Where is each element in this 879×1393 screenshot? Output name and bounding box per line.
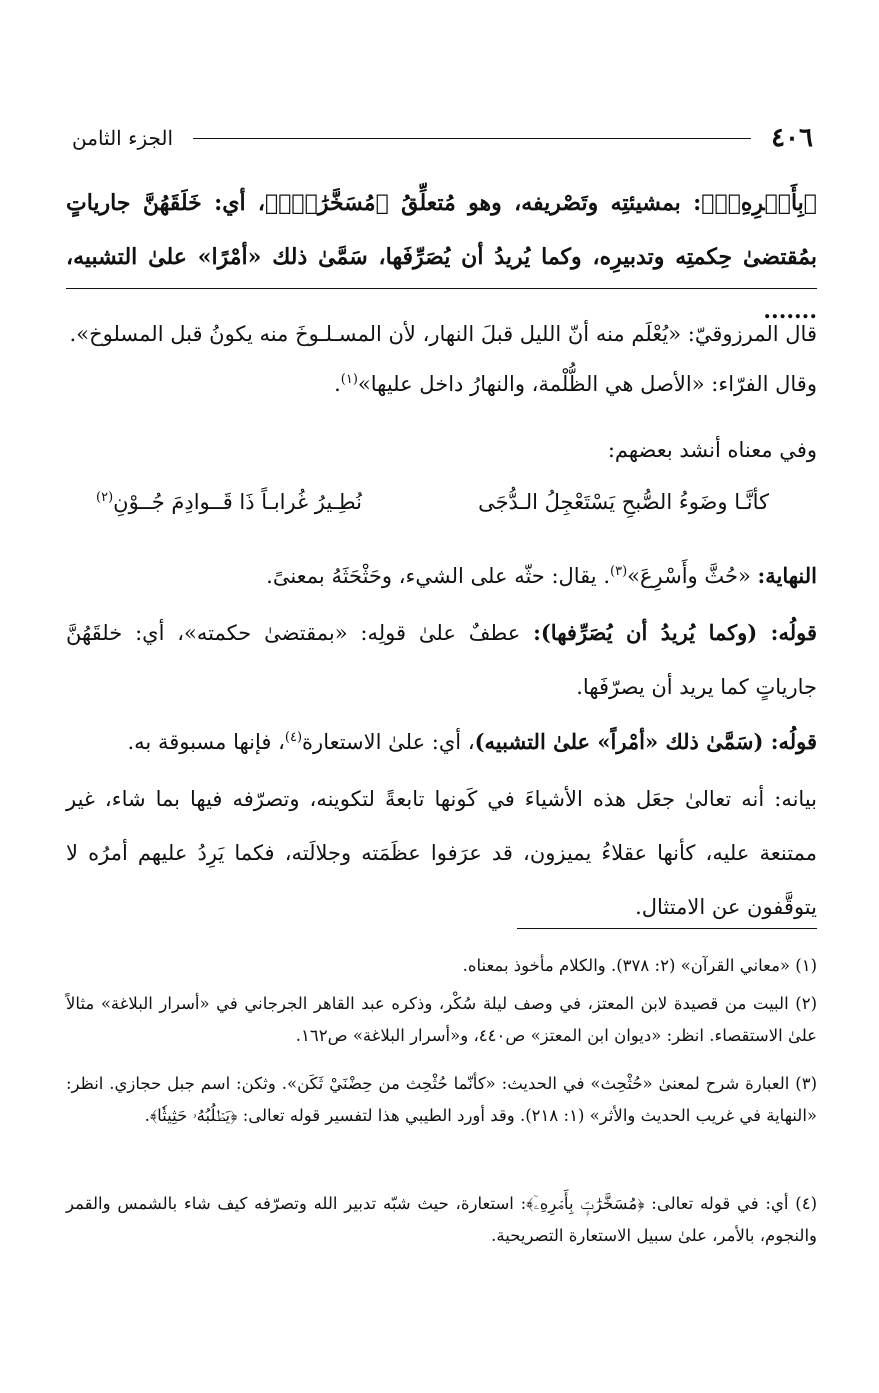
commentary-marzouqi: قال المرزوقيّ: «يُعْلَم منه أنّ الليل قبلَ النهار، لأن المسـلـوخَ منه يكونُ قبل المسلوخ». (69, 322, 817, 346)
qawluh-1-text: عطفٌ علىٰ قولِه: «بمقتضىٰ حكمته»، أي: خلقَهُنَّ جارياتٍ كما يريد أن يصرّفَها. (66, 621, 817, 699)
nihaya-end: . يقال: حثّه على الشيء، وحَثْحَثَهُ بمعنىً. (266, 564, 610, 588)
qawluh-2-text: ، أي: علىٰ الاستعارة (302, 730, 475, 754)
main-text: ﴿بِأَمۡرِهِۦٓ﴾: بمشيئتِه وتَصْريفه، وهو مُتعلِّقُ ﴿مُسَخَّرَٰتِۭ﴾، أي: خَلَقَهُنَّ جارياتٍ بمُقتضىٰ حِكمتِه وتدبيرِه، وكما يُريدُ أن يُصَرِّفَها، سَمَّىٰ ذلك «أمْرًا» علىٰ التشبيه، ....... (66, 190, 817, 324)
poetry-verse (96, 482, 769, 522)
footnote-ref-3[interactable]: (٣) (610, 564, 628, 579)
verse-hemistich-first: كأنَّـا وضَوءُ الصُّبحِ يَسْتَعْجِلُ الـدُّجَى (478, 490, 769, 514)
commentary-qawluh-2 (66, 722, 817, 762)
page-header (72, 118, 813, 158)
farra-end: . (334, 372, 341, 396)
commentary-farra (66, 364, 817, 404)
part-title: الجزء الثامن (72, 126, 174, 150)
verse-intro: وفي معناه أنشد بعضهم: (607, 438, 817, 462)
commentary-bayan: بيانه: أنه تعالىٰ جعَل هذه الأشياءَ في كَونها تابعةً لتكوينه، وتصرّفه فيها بما شاء، غير ممتنعة عليه، كأنها عقلاءُ يميزون، قد عرَفوا عظَمَته وجلالَته، فكما يَرِدُ عليهم أمرُه لا يتوقَّفون عن الامتثال. (66, 787, 817, 919)
verse-hemistich-second: نُطِـيرُ غُرابـاً ذَا قَــوادِمَ جُــوْنِ (113, 490, 362, 514)
qawluh-1-label: قولُه: (وكما يُريدُ أن يُصَرِّفها): (533, 620, 817, 645)
footnote-1: (١) «معاني القرآن» (٢: ٣٧٨). والكلام مأخوذ بمعناه. (462, 956, 817, 975)
nihaya-label: النهاية: (757, 563, 817, 588)
footnote-4: (٤) أي: في قوله تعالى: ﴿مُسَخَّرَٰتِۭ بِأَمۡرِهِۦٓ﴾: استعارة، حيث شبّه تدبير الله وتصرّفه كيف شاء بالشمس والقمر والنجوم، بالأمر، علىٰ سبيل الاستعارة التصريحية. (66, 1194, 817, 1245)
footnotes-divider (517, 928, 817, 929)
footnote-ref-2[interactable]: (٢) (96, 490, 114, 505)
farra-text: وقال الفرّاء: «الأصل هي الظُّلْمة، والنهارُ داخل عليها» (357, 372, 817, 396)
commentary-nihaya (66, 556, 817, 596)
qawluh-2-label: قولُه: (سَمَّىٰ ذلك «أمْراً» علىٰ التشبيه) (474, 729, 817, 754)
nihaya-text: «حُثَّ وأَسْرِعَ» (627, 564, 758, 588)
footnote-ref-1[interactable]: (١) (340, 372, 358, 387)
commentary-qawluh-1 (66, 606, 817, 714)
footnote-2: (٢) البيت من قصيدة لابن المعتز، في وصف ليلة سُكْر، وذكره عبد القاهر الجرجاني في «أسرار البلاغة» مثالاً علىٰ الاستقصاء. انظر: «ديوان ابن المعتز» ص٤٤٠، و«أسرار البلاغة» ص١٦٢. (66, 994, 817, 1045)
page-number: ٤٠٦ (771, 123, 813, 153)
footnote-3: (٣) العبارة شرح لمعنىٰ «حُثْحِث» في الحديث: «كأنّما حُثْحِث من حِضْنَيْ ثَكَن». وثكن: اسم جبل حجازي. انظر: «النهاية في غريب الحديث والأثر» (١: ٢١٨). وقد أورد الطيبي هذا لتفسير قوله تعالى: ﴿يَطۡلُبُهُۥ حَثِيثٗا﴾. (66, 1074, 817, 1125)
main-text-divider (66, 288, 817, 289)
verse-hemistich-second-wrap (96, 482, 362, 522)
qawluh-2-end: ، فإنها مسبوقة به. (127, 730, 285, 754)
footnote-ref-4[interactable]: (٤) (284, 730, 303, 745)
header-rule (193, 138, 751, 139)
